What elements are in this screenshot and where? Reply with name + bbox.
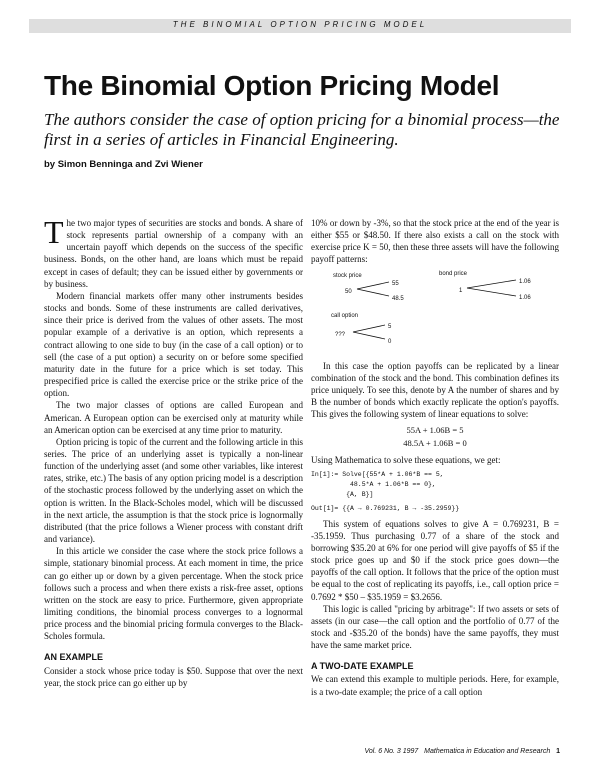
bond-down-branch xyxy=(467,288,516,296)
paragraph: The two major classes of options are called European and American. A European option can be exercised only at maturity while an American option can be exercised at any time prior to maturity. xyxy=(44,400,303,435)
article-title: The Binomial Option Pricing Model xyxy=(44,70,500,101)
bond-up-value: 1.06 xyxy=(519,278,531,285)
equation: 48.5A + 1.06B = 0 xyxy=(403,438,467,449)
drop-cap: T xyxy=(44,214,64,250)
call-now-value: ??? xyxy=(335,331,346,338)
paragraph: This logic is called "pricing by arbitrage": If two assets or sets of assets (in our case—the call option and the portfolio of 0.77 of the stock and -$35.20 of the bonds) have the same payoffs, they must have the same market price. xyxy=(311,603,559,651)
bond-down-value: 1.06 xyxy=(519,294,531,301)
paragraph: This system of equations solves to give A = 0.769231, B = -35.1959. Thus purchasing 0.77 of a share of the stock and borrowing $35.20 at 6% for one period will give payoffs of $5 if the stock price goes up and $0 if the stock price goes down—the payoffs of the call option. It follows that the price of the option must be equal to the cost of replicating its payoffs, i.e., call option price = 0.7692 * $50 – $35.1959 = $3.2656. xyxy=(311,518,559,602)
call-down-value: 0 xyxy=(388,338,392,345)
payoff-diagrams xyxy=(311,270,559,356)
paragraph: Using Mathematica to solve these equations, we get: xyxy=(311,455,501,466)
issue-info: Vol. 6 No. 3 1997 xyxy=(364,748,419,755)
stock-now-value: 50 xyxy=(345,288,352,295)
paragraph xyxy=(44,214,303,290)
byline: by Simon Benninga and Zvi Wiener xyxy=(44,159,203,170)
paragraph: 10% or down by -3%, so that the stock price at the end of the year is either $55 or $48.50. If there also exists a call on the stock with exercise price K = 50, then these three assets will have the following payoff patterns: xyxy=(311,218,559,265)
page-number: 1 xyxy=(556,748,560,755)
paragraph-text: he two major types of securities are stocks and bonds. A share of stock represents partial ownership of a company with an uncertain payoff which depends on the success of the specific business. Bonds, on the other hand, are loans which must be repaid except in cases of default; they can be issued either by governments or by business. xyxy=(44,218,303,289)
call-option-label: call option xyxy=(331,312,359,319)
right-column xyxy=(311,217,559,698)
left-column xyxy=(44,214,303,689)
mathematica-input: In[1]:= Solve[{55*A + 1.06*B == 5, 48.5*A + 1.06*B == 0}, {A, B}] xyxy=(311,470,444,498)
stock-down-branch xyxy=(357,289,389,296)
bond-now-value: 1 xyxy=(459,287,463,294)
equation-system xyxy=(311,424,559,450)
page-footer xyxy=(364,748,560,755)
equation: 55A + 1.06B = 5 xyxy=(406,425,464,436)
section-heading: AN EXAMPLE xyxy=(44,652,104,663)
section-heading: A TWO-DATE EXAMPLE xyxy=(311,661,414,672)
paragraph: In this case the option payoffs can be replicated by a linear combination of the stock and the bond. This combination defines its price uniquely. To see this, denote by A the number of shares and by B the number of bonds which exactly replicate the option's payoffs. This gives the following system of linear equations to solve: xyxy=(311,360,559,420)
call-up-branch xyxy=(353,325,385,332)
mathematica-output: Out[1]= {{A → 0.769231, B → -35.2959}} xyxy=(311,504,460,512)
stock-price-label: stock price xyxy=(333,272,362,279)
running-head: THE BINOMIAL OPTION PRICING MODEL xyxy=(172,20,428,29)
paragraph: Modern financial markets offer many other instruments besides stocks and bonds. Some of these instruments are called derivatives, since their price is derived from the values of other assets. The most popular example of a derivative is an option, which represents a contract allowing to one side to buy (in the case of a call option) or to sell (the case of a put option) a security on or before some specified maturity date in the future for a price which is set today. This prespecified price is called the exercise price or the strike price of the option. xyxy=(44,290,303,399)
bond-price-label: bond price xyxy=(439,270,468,277)
paragraph: Consider a stock whose price today is $50. Suppose that over the next year, the stock price can go either up by xyxy=(44,665,303,688)
call-up-value: 5 xyxy=(388,323,392,330)
stock-up-branch xyxy=(357,282,389,289)
stock-down-value: 48.5 xyxy=(392,295,404,302)
paragraph: We can extend this example to multiple periods. Here, for example, is a two-date example; the price of a call option xyxy=(311,674,559,697)
call-down-branch xyxy=(353,332,385,339)
article-subtitle: The authors consider the case of option pricing for a binomial process—the first in a series of articles in Financial Engineering. xyxy=(44,110,560,149)
stock-up-value: 55 xyxy=(392,280,399,287)
bond-up-branch xyxy=(467,280,516,288)
paragraph: In this article we consider the case where the stock price follows a simple, stationary binomial process. At each moment in time, the price can go either up or down by a given percentage. When the stock price follows such a process and when there exists a risk-free asset, options written on the stock are easy to price. Furthermore, given appropriate limiting conditions, the binomial process converges to a lognormal price process and the binomial pricing formula converges to the Black-Scholes formula. xyxy=(44,546,303,642)
journal-name: Mathematica in Education and Research xyxy=(424,748,551,755)
paragraph: Option pricing is topic of the current and the following article in this series. The price of an underlying asset is typically a non-linear function of the underlying asset (and some other variables, like interest rates, strike, etc.) The basis of any option pricing model is a description of the stochastic process followed by the underlying asset on which the option is written. In the Black-Scholes model, which will be discussed in the next article, the assumption is that the stock price is lognormally distributed (that the price follows a Wiener process with constant drift and variance). xyxy=(44,436,303,545)
